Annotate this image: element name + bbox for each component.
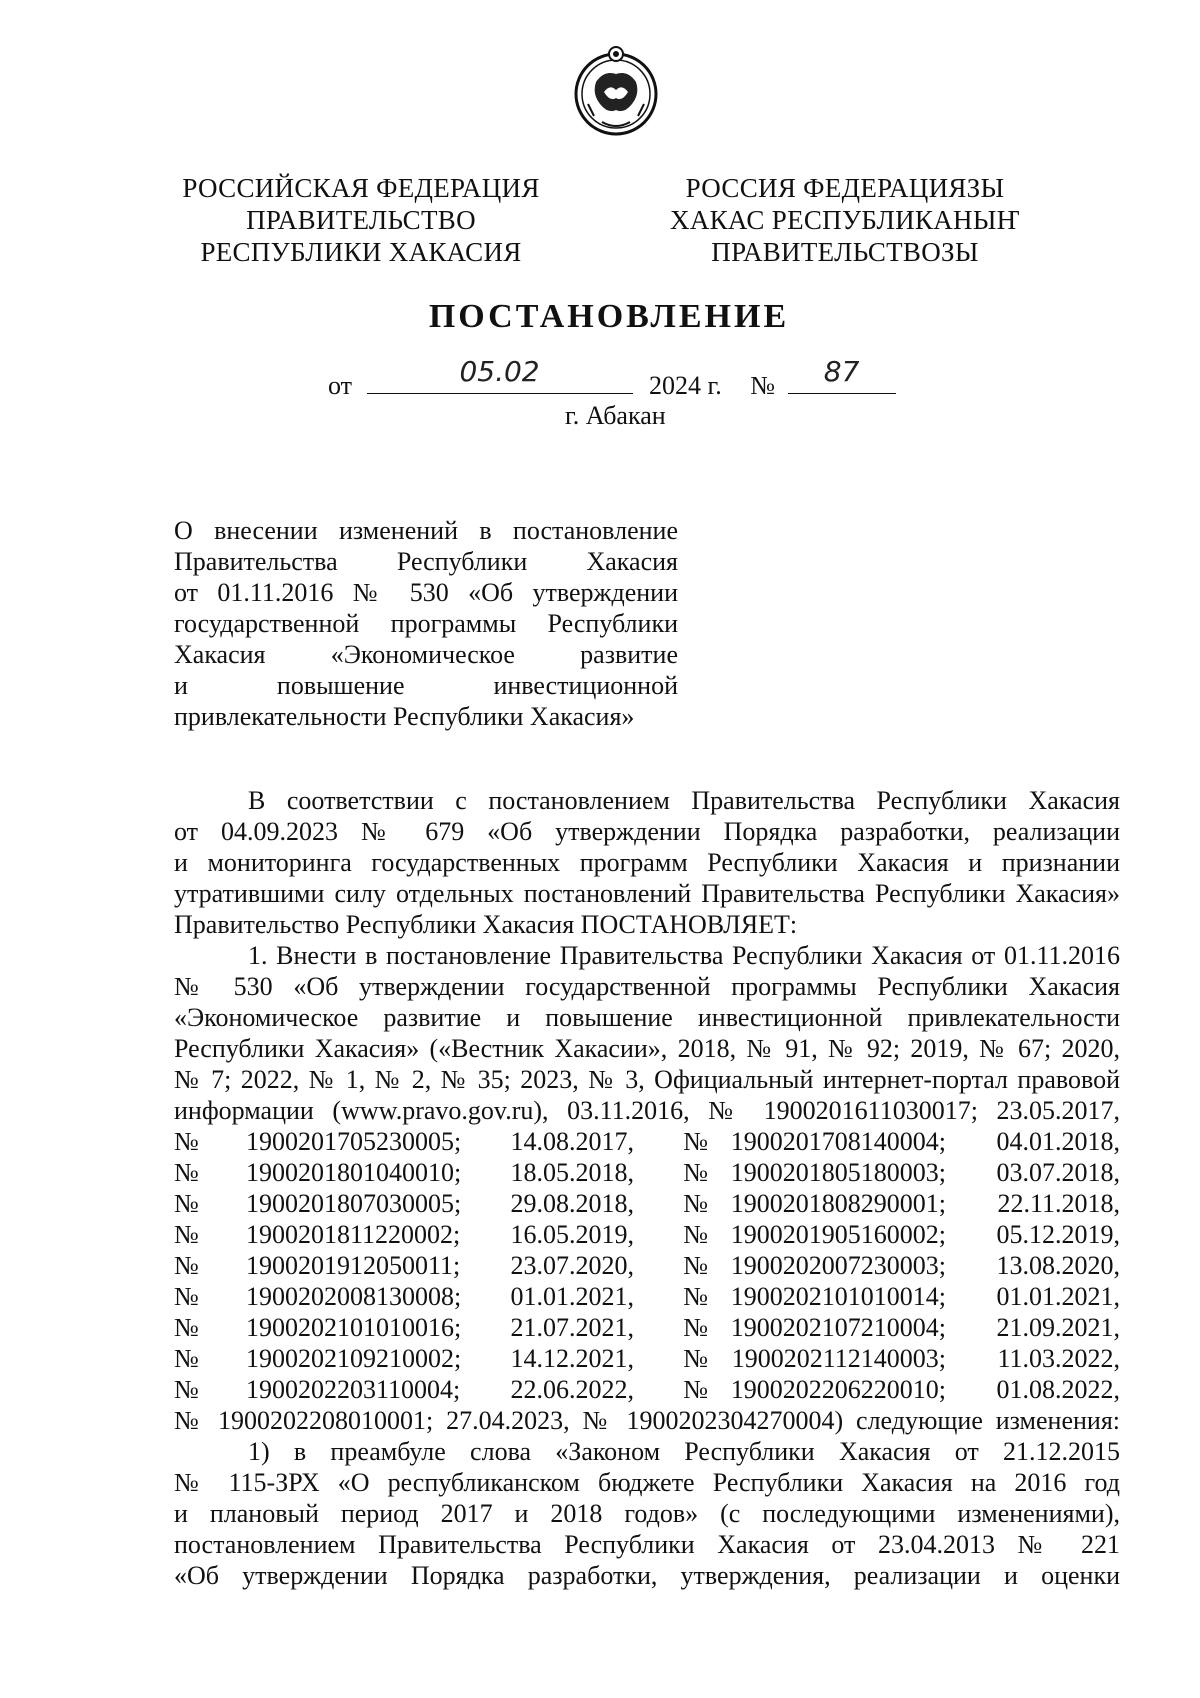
registry-cell: 1900201811220002;: [246, 1220, 461, 1249]
registry-cell: 13.08.2020,: [996, 1251, 1120, 1280]
subject-line: и повышение инвестиционной: [174, 671, 678, 700]
body-line: и плановый период 2017 и 2018 годов» (с последующими изменениями),: [174, 1499, 1120, 1528]
body-line: «Об утверждении Порядка разработки, утверждения, реализации и оценки: [174, 1561, 1120, 1590]
coat-of-arms-emblem: [574, 44, 658, 138]
document-title: ПОСТАНОВЛЕНИЕ: [428, 298, 790, 335]
registry-cell: 11.03.2022,: [997, 1344, 1120, 1373]
registry-cell: №: [174, 1282, 199, 1311]
registry-cell: 21.09.2021,: [996, 1313, 1120, 1342]
header-right-line: ПРАВИТЕЛЬСТВОЗЫ: [711, 237, 979, 267]
header-left-line: РЕСПУБЛИКИ ХАКАСИЯ: [200, 237, 522, 267]
registry-cell: 22.06.2022,: [510, 1375, 634, 1404]
registry-row: [174, 1188, 1120, 1219]
registry-row: [174, 1219, 1120, 1250]
registry-cell: 1900202101010014;: [730, 1282, 946, 1311]
registry-cell: 14.12.2021,: [510, 1344, 634, 1373]
registry-cell: 1900202101010016;: [246, 1313, 462, 1342]
registry-cell: 1900202107210004;: [730, 1313, 946, 1342]
subject-line: Правительства Республики Хакасия: [174, 547, 678, 576]
registry-cell: 01.01.2021,: [996, 1282, 1120, 1311]
registry-cell: №: [683, 1375, 708, 1404]
body-text: [174, 785, 1120, 1591]
subject-block: [174, 515, 678, 732]
subject-line: от 01.11.2016 № 530 «Об утверждении: [174, 578, 678, 607]
handwritten-number: 87: [823, 355, 860, 388]
registry-cell: 1900201705230005;: [246, 1127, 462, 1156]
registry-cell: 03.07.2018,: [996, 1158, 1120, 1187]
body-line: от 04.09.2023 № 679 «Об утверждении Порядка разработки, реализации: [174, 817, 1120, 846]
registry-cell: 14.08.2017,: [510, 1127, 634, 1156]
body-line: информации (www.pravo.gov.ru), 03.11.2016, № 1900201611030017; 23.05.2017,: [174, 1096, 1120, 1125]
registry-row: [174, 1157, 1120, 1188]
registry-cell: №: [174, 1220, 199, 1249]
header-left-line: ПРАВИТЕЛЬСТВО: [246, 205, 476, 235]
registry-row: [174, 1281, 1120, 1312]
registry-cell: 1900202206220010;: [730, 1375, 946, 1404]
date-line: [328, 355, 896, 401]
registry-cell: 29.08.2018,: [510, 1189, 634, 1218]
body-line: и мониторинга государственных программ Республики Хакасия и признании: [174, 848, 1120, 877]
registry-cell: 1900201801040010;: [246, 1158, 462, 1187]
registry-cell: 01.08.2022,: [996, 1375, 1120, 1404]
registry-cell: №: [683, 1282, 708, 1311]
header-right-line: РОССИЯ ФЕДЕРАЦИЯЗЫ: [685, 173, 1005, 203]
number-field: [788, 355, 896, 394]
registry-cell: №: [174, 1189, 199, 1218]
body-line: В соответствии с постановлением Правительства Республики Хакасия: [248, 786, 1120, 815]
body-line: «Экономическое развитие и повышение инвестиционной привлекательности: [174, 1003, 1120, 1032]
body-line: Правительство Республики Хакасия ПОСТАНОВЛЯЕТ:: [174, 910, 798, 939]
registry-cell: №: [174, 1313, 199, 1342]
registry-cell: 22.11.2018,: [997, 1189, 1120, 1218]
header-left-line: РОССИЙСКАЯ ФЕДЕРАЦИЯ: [182, 173, 540, 203]
registry-cell: 1900201905160002;: [730, 1220, 946, 1249]
registry-cell: 16.05.2019,: [510, 1220, 634, 1249]
body-line: утратившими силу отдельных постановлений Правительства Республики Хакасия»: [174, 879, 1120, 908]
registry-cell: 05.12.2019,: [996, 1220, 1120, 1249]
registry-cell: №: [683, 1189, 708, 1218]
registry-cell: №: [683, 1251, 708, 1280]
year-label: 2024 г.: [649, 371, 722, 400]
registry-cell: №: [683, 1344, 708, 1373]
body-line: № 530 «Об утверждении государственной программы Республики Хакасия: [174, 972, 1120, 1001]
registry-cell: 1900202109210002;: [246, 1344, 462, 1373]
registry-cell: №: [683, 1313, 708, 1342]
registry-cell: №: [683, 1158, 708, 1187]
registry-cell: 1900202008130008;: [246, 1282, 462, 1311]
registry-cell: 1900202007230003;: [730, 1251, 946, 1280]
body-line: № 1900202208010001; 27.04.2023, № 1900202304270004) следующие изменения:: [174, 1406, 1120, 1435]
registry-cell: 18.05.2018,: [510, 1158, 634, 1187]
registry-cell: №: [174, 1127, 199, 1156]
registry-cell: №: [683, 1220, 708, 1249]
body-line: Республики Хакасия» («Вестник Хакасии», 2018, № 91, № 92; 2019, № 67; 2020,: [174, 1034, 1120, 1063]
registry-cell: 1900201805180003;: [730, 1158, 946, 1187]
registry-cell: 23.07.2020,: [510, 1251, 634, 1280]
registry-table: [174, 1126, 1120, 1405]
registry-cell: 01.01.2021,: [510, 1282, 634, 1311]
body-line: постановлением Правительства Республики Хакасия от 23.04.2013 № 221: [174, 1530, 1120, 1559]
subject-line: Хакасия «Экономическое развитие: [174, 640, 678, 669]
registry-row: [174, 1343, 1120, 1374]
registry-cell: 1900201708140004;: [730, 1127, 946, 1156]
registry-cell: №: [174, 1344, 199, 1373]
header-right: [635, 172, 1055, 268]
subject-line: государственной программы Республики: [174, 609, 678, 638]
registry-row: [174, 1312, 1120, 1343]
city-label: г. Абакан: [565, 401, 666, 430]
registry-cell: 1900202112140003;: [731, 1344, 946, 1373]
registry-cell: 1900202203110004;: [246, 1375, 461, 1404]
registry-cell: 1900201912050011;: [246, 1251, 461, 1280]
subject-line: О внесении изменений в постановление: [174, 516, 678, 545]
from-label: от: [328, 371, 353, 400]
registry-row: [174, 1374, 1120, 1405]
registry-row: [174, 1126, 1120, 1157]
subject-line: привлекательности Республики Хакасия»: [174, 702, 635, 731]
registry-cell: 1900201808290001;: [730, 1189, 946, 1218]
registry-cell: 21.07.2021,: [510, 1313, 634, 1342]
header-right-line: ХАКАС РЕСПУБЛИКАНЫҤ: [670, 205, 1020, 235]
body-line: 1. Внести в постановление Правительства Республики Хакасия от 01.11.2016: [248, 941, 1120, 970]
registry-cell: №: [174, 1375, 199, 1404]
body-line: № 7; 2022, № 1, № 2, № 35; 2023, № 3, Официальный интернет-портал правовой: [174, 1065, 1120, 1094]
date-field: [367, 355, 633, 394]
header-left: [151, 172, 571, 268]
registry-cell: №: [683, 1127, 708, 1156]
registry-cell: 04.01.2018,: [996, 1127, 1120, 1156]
number-label: №: [750, 371, 776, 400]
registry-cell: №: [174, 1158, 199, 1187]
body-line: № 115-ЗРХ «О республиканском бюджете Республики Хакасия на 2016 год: [174, 1468, 1120, 1497]
handwritten-date: 05.02: [459, 355, 540, 388]
registry-row: [174, 1250, 1120, 1281]
registry-cell: 1900201807030005;: [246, 1189, 462, 1218]
body-line: 1) в преамбуле слова «Законом Республики Хакасия от 21.12.2015: [248, 1437, 1120, 1466]
registry-cell: №: [174, 1251, 199, 1280]
